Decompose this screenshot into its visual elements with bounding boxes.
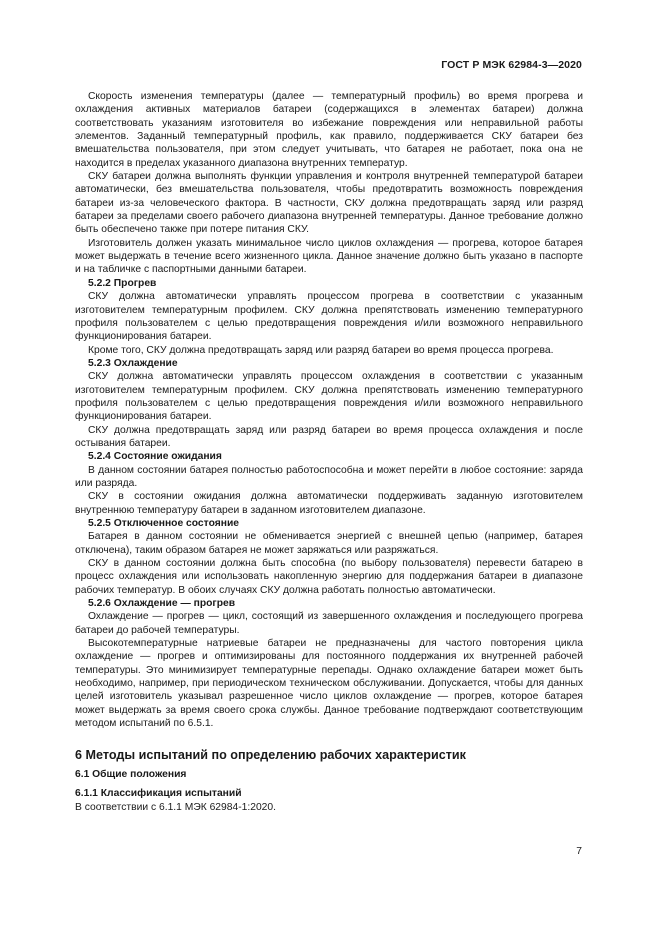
section-heading-5-2-6: 5.2.6 Охлаждение — прогрев [88, 598, 236, 610]
paragraph: СКУ должна автоматически управлять процессом охлаждения в соответствии с указанным изготовителем температурным профилем. СКУ должна препятствовать изменению температурного профиля пользователем с целью предотвращения повреждения и/или возможного неправильного функционирования батареи. [75, 371, 583, 423]
section-heading-6: 6 Методы испытаний по определению рабочих характеристик [75, 747, 466, 762]
section-heading-5-2-2: 5.2.2 Прогрев [88, 277, 157, 289]
paragraph: Скорость изменения температуры (далее — температурный профиль) во время прогрева и охлаждения активных материалов батареи (содержащихся в элементах батареи) должна соответствовать указаниям изготовителя во избежание повреждения или неправильной работы элементов. Заданный температурный профиль, как правило, поддерживается СКУ батареи без вмешательства пользователя, при этом следует учитывать, что батарея не работает, пока она не находится в пределах указанного диапазона внутренних температур. [75, 91, 583, 169]
section-heading-5-2-5: 5.2.5 Отключенное состояние [88, 518, 240, 529]
paragraph: СКУ батареи должна выполнять функции управления и контроля внутренней температурой батареи автоматически, без вмешательства пользователя, чтобы предотвратить возможность повреждения батареи из-за человеческого фактора. В частности, СКУ должна предотвращать заряд или разряд батареи за пределами своего рабочего диапазона внутренней температуры. Данное требование должно быть обеспечено также при потере питания СКУ. [75, 171, 583, 236]
section-heading-5-2-4: 5.2.4 Состояние ожидания [88, 451, 222, 463]
page-content [75, 90, 583, 814]
paragraph: В данном состоянии батарея полностью работоспособна и может перейти в любое состояние: заряда или разряда. [75, 464, 583, 489]
paragraph: Батарея в данном состоянии не обменивается энергией с внешней цепью (например, батарея отключена), таким образом батарея не может заряжаться или разряжаться. [75, 531, 583, 556]
section-heading-6-1-1: 6.1.1 Классификация испытаний [75, 788, 242, 800]
paragraph: Высокотемпературные натриевые батареи не предназначены для частого повторения цикла охлаждение — прогрев и оптимизированы для постоянного поддержания их внутренней рабочей температуры. Это минимизирует температурные перепады. Однако охлаждение батареи может быть необходимо, например, при периодическом техническом обслуживании. Допускается, чтобы для данных целей изготовитель указывал разрешенное число циклов охлаждение — прогрев, которое батарея может выдержать за время своего срока службы. Данное требование подтверждают соответствующим методом испытаний по 6.5.1. [75, 638, 583, 730]
paragraph: В соответствии с 6.1.1 МЭК 62984-1:2020. [75, 801, 277, 813]
paragraph: СКУ должна предотвращать заряд или разряд батареи во время процесса охлаждения и после остывания батареи. [75, 424, 583, 449]
paragraph: СКУ в состоянии ожидания должна автоматически поддерживать заданную изготовителем внутреннюю температуру батареи в заданном изготовителем диапазоне. [75, 491, 583, 516]
paragraph: Изготовитель должен указать минимальное число циклов охлаждения — прогрева, которое батарея может выдержать в течение всего жизненного цикла. Данное значение должно быть указано в паспорте и на табличке с паспортными данными батареи. [75, 237, 583, 276]
paragraph: СКУ должна автоматически управлять процессом прогрева в соответствии с указанным изготовителем температурным профилем. СКУ должна препятствовать изменению температурного профиля пользователем с целью предотвращения повреждения и/или возможного неправильного функционирования батареи. [75, 291, 583, 343]
section-heading-5-2-3: 5.2.3 Охлаждение [88, 357, 178, 369]
section-heading-6-1: 6.1 Общие положения [75, 768, 187, 780]
document-header: ГОСТ Р МЭК 62984-3—2020 [441, 59, 582, 71]
paragraph: Кроме того, СКУ должна предотвращать заряд или разряд батареи во время процесса прогрева. [88, 344, 554, 356]
paragraph: СКУ в данном состоянии должна быть способна (по выбору пользователя) перевести батарею в процесс охлаждения или использовать накопленную энергию для поддержания батареи в диапазоне рабочих температур. В обоих случаях СКУ должна работать полностью автоматически. [75, 558, 583, 596]
paragraph: Охлаждение — прогрев — цикл, состоящий из завершенного охлаждения и последующего прогрева батареи до рабочей температуры. [75, 611, 583, 636]
page-number: 7 [576, 846, 582, 857]
